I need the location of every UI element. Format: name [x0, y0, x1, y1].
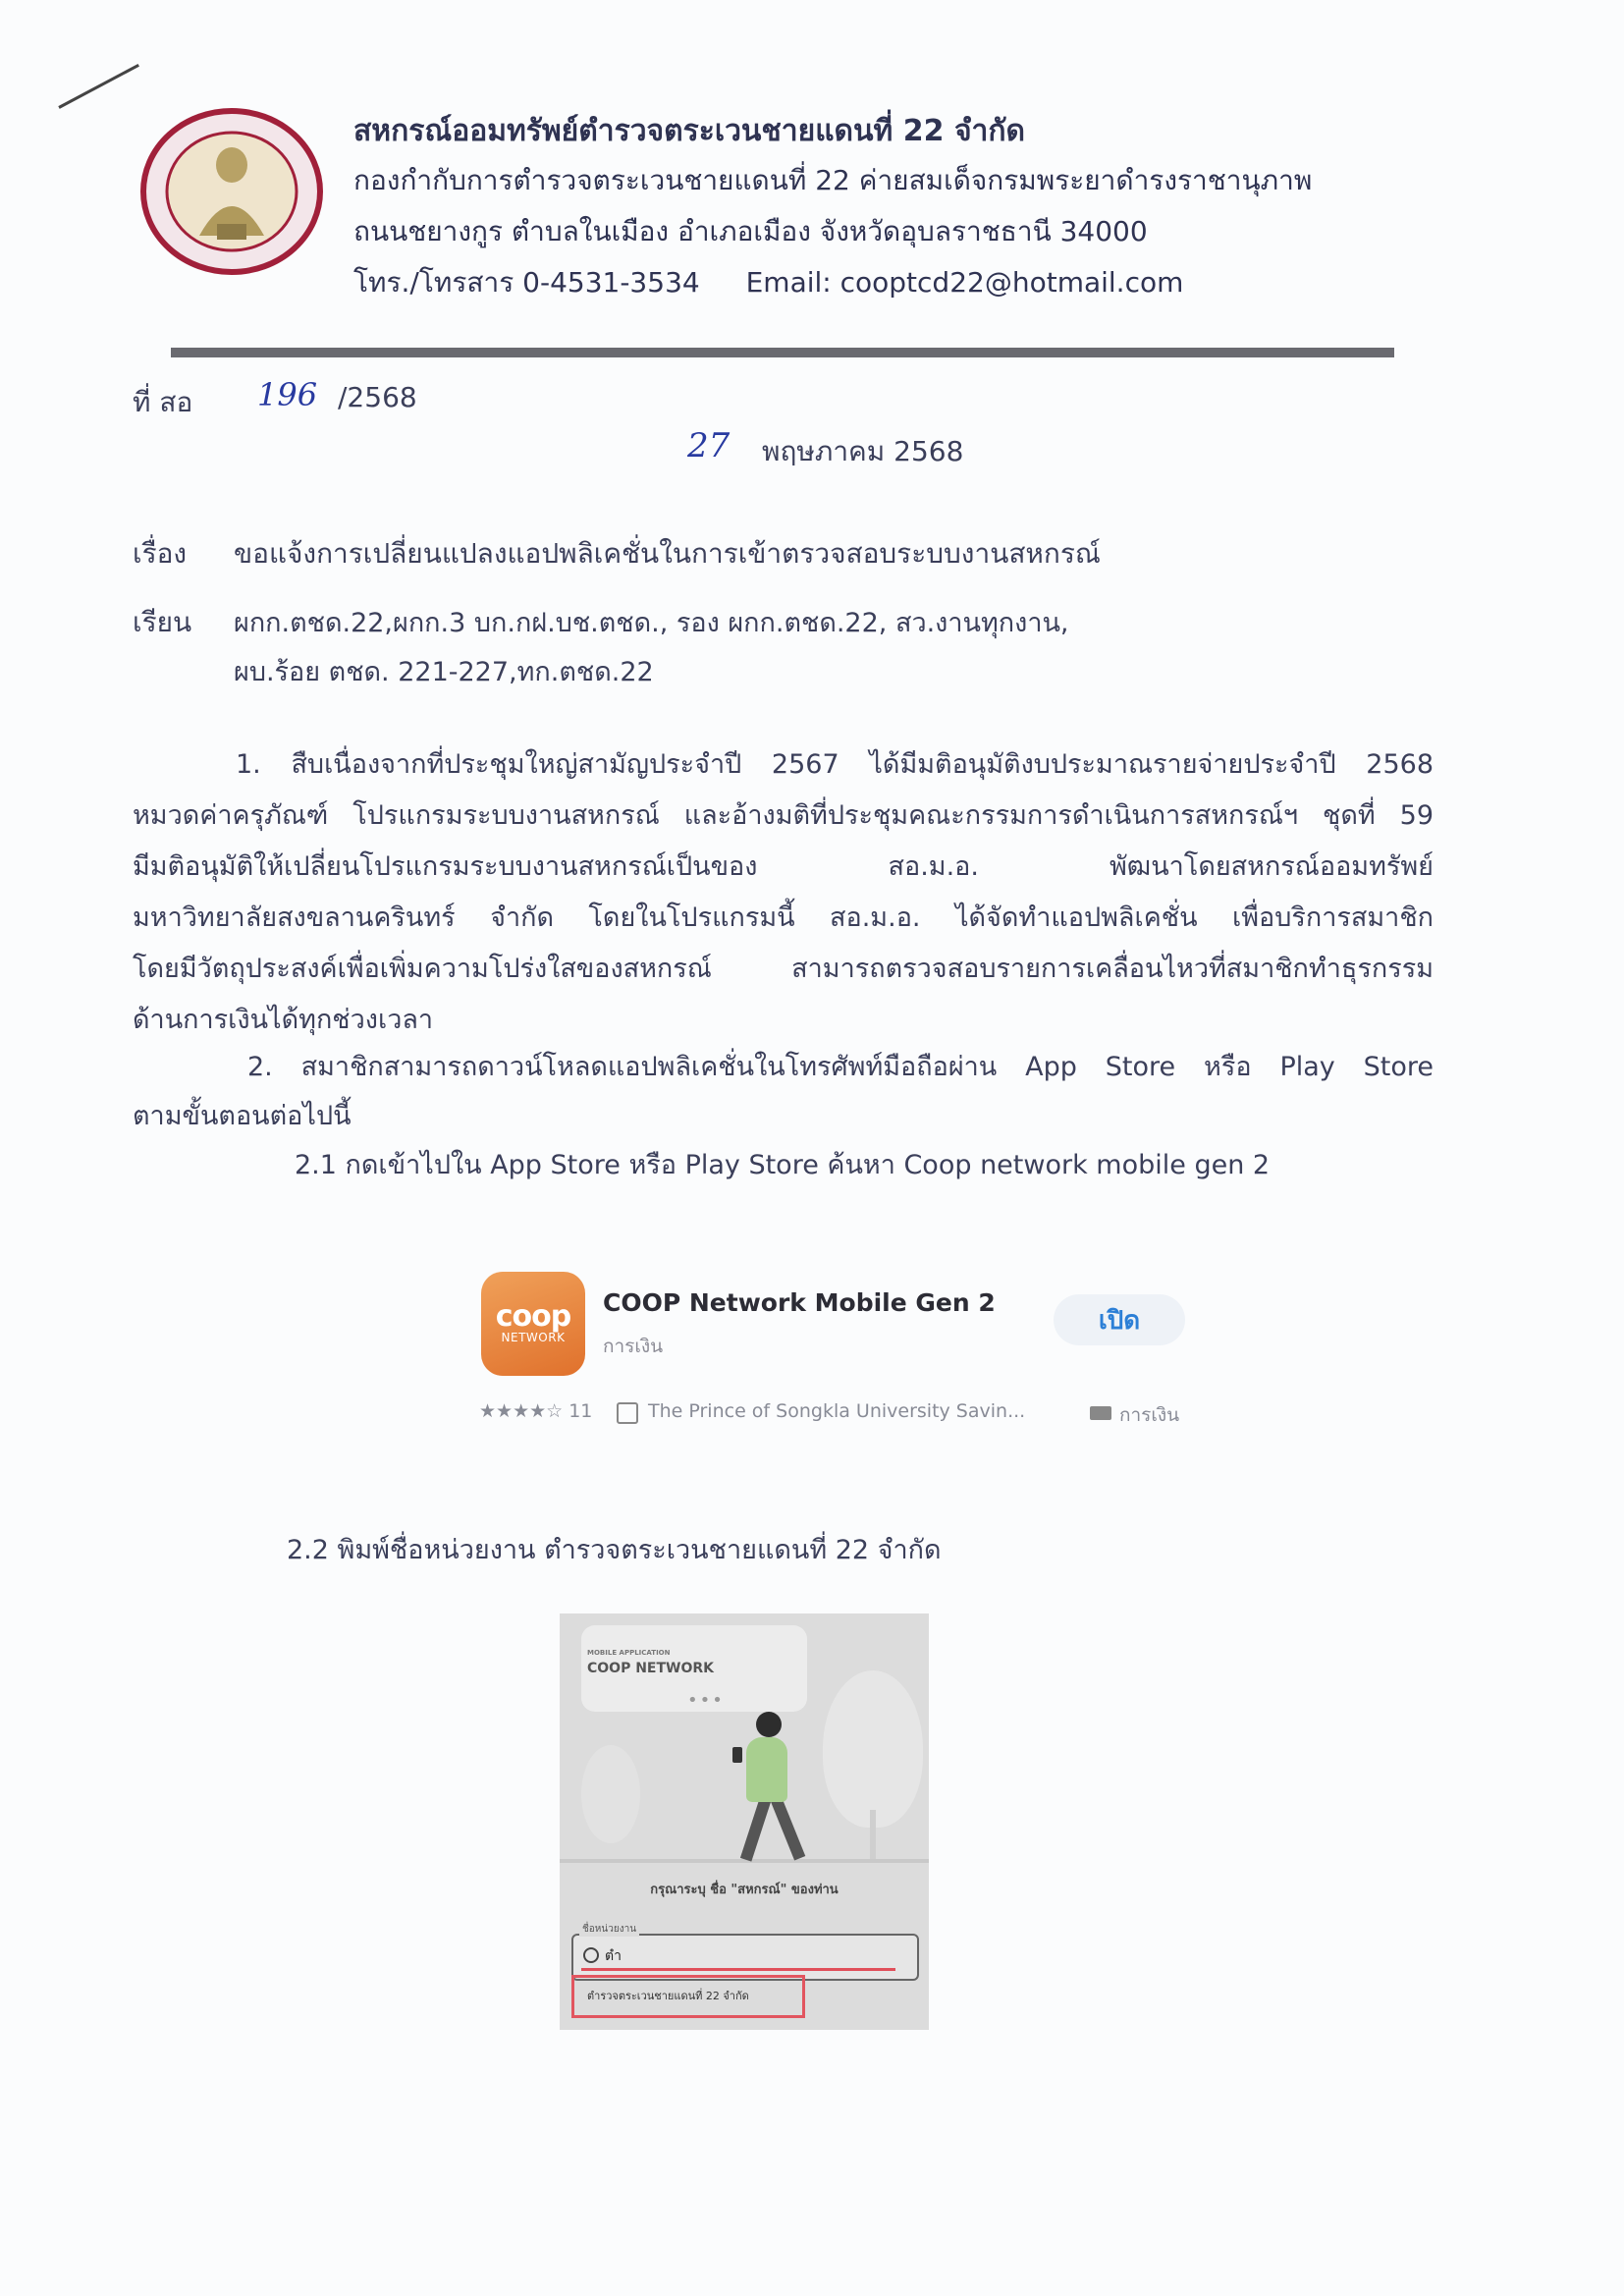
- org-email: Email: cooptcd22@hotmail.com: [745, 266, 1184, 299]
- app-icon-text-top: coop: [495, 1299, 571, 1334]
- pen-mark: [58, 64, 139, 109]
- header-rule: [171, 348, 1394, 357]
- date-day: 27: [687, 426, 731, 465]
- recipients-label: เรียน: [133, 606, 192, 638]
- org-contact: [353, 261, 1220, 304]
- body-p1-line-2: หมวดค่าครุภัณฑ์ โปรแกรมระบบงานสหกรณ์ และอ้างมติที่ประชุมคณะกรรมการดำเนินการสหกรณ์ฯ ชุดที่ 59: [133, 800, 1434, 831]
- open-app-button[interactable]: เปิด: [1054, 1294, 1185, 1345]
- step-2-2: 2.2 พิมพ์ชื่อหน่วยงาน ตำรวจตระเวนชายแดนที่ 22 จำกัด: [287, 1535, 942, 1565]
- coop-search-value: ตำ: [605, 1948, 622, 1964]
- org-phone: โทร./โทรสาร 0-4531-3534: [353, 266, 700, 299]
- phone-title: COOP NETWORK: [587, 1661, 715, 1676]
- body-p2-line-1: 2. สมาชิกสามารถดาวน์โหลดแอปพลิเคชั่นในโทรศัพท์มือถือผ่าน App Store หรือ Play Store: [247, 1052, 1434, 1082]
- coop-app-icon: [481, 1272, 585, 1376]
- category-icon: [1090, 1406, 1111, 1420]
- coop-search-label: ชื่อหน่วยงาน: [579, 1922, 639, 1937]
- phone-screenshot: [560, 1613, 929, 2030]
- body-p2-line-2: ตามขั้นตอนต่อไปนี้: [133, 1101, 352, 1131]
- dots-icon: •••: [687, 1690, 725, 1711]
- org-address: ถนนชยางกูร ตำบลในเมือง อำเภอเมือง จังหวัดอุบลราชธานี 34000: [353, 215, 1148, 247]
- app-category: การเงิน: [603, 1336, 664, 1357]
- person-leg: [740, 1796, 772, 1861]
- body-p1-line-1: 1. สืบเนื่องจากที่ประชุมใหญ่สามัญประจำปี 2567 ได้มีมติอนุมัติงบประมาณรายจ่ายประจำปี 2568: [236, 749, 1434, 780]
- reference-year: /2568: [338, 381, 417, 413]
- app-icon-text-bottom: NETWORK: [501, 1331, 566, 1344]
- tree-illustration: [823, 1670, 923, 1828]
- app-name: COOP Network Mobile Gen 2: [603, 1288, 996, 1317]
- suggestion-text: ตำรวจตระเวนชายแดนที่ 22 จำกัด: [587, 1990, 749, 2002]
- step-2-1: 2.1 กดเข้าไปใน App Store หรือ Play Store ค้นหา Coop network mobile gen 2: [295, 1150, 1271, 1180]
- reference-number: 196: [257, 376, 318, 413]
- phone-in-hand-icon: [732, 1747, 742, 1763]
- coop-search-input[interactable]: [571, 1934, 919, 1981]
- cooperative-seal: [140, 108, 324, 275]
- ground-line: [560, 1859, 929, 1863]
- app-rating: ★★★★☆ 11: [479, 1400, 593, 1422]
- highlight-underline: [581, 1968, 895, 1971]
- tree-trunk: [870, 1810, 876, 1859]
- phone-kicker: MOBILE APPLICATION: [587, 1649, 671, 1657]
- search-icon: [583, 1947, 599, 1963]
- person-leg: [770, 1796, 805, 1861]
- org-name: สหกรณ์ออมทรัพย์ตำรวจตระเวนชายแดนที่ 22 จำกัด: [353, 114, 1026, 148]
- app-category-meta: การเงิน: [1119, 1404, 1180, 1426]
- person-illustration: [746, 1737, 787, 1802]
- app-developer: The Prince of Songkla University Savin...: [648, 1400, 1026, 1422]
- body-p1-line-5: โดยมีวัตถุประสงค์เพื่อเพิ่มความโปร่งใสของสหกรณ์ สามารถตรวจสอบรายการเคลื่อนไหวที่สมาชิกทำธุรกรรม: [133, 954, 1434, 984]
- subject-text: ขอแจ้งการเปลี่ยนแปลงแอปพลิเคชั่นในการเข้าตรวจสอบระบบงานสหกรณ์: [234, 537, 1101, 570]
- reference-label: ที่ สอ: [133, 386, 193, 418]
- body-p1-line-4: มหาวิทยาลัยสงขลานครินทร์ จำกัด โดยในโปรแกรมนี้ สอ.ม.อ. ได้จัดทำแอปพลิเคชั่น เพื่อบริการสมาชิก: [133, 902, 1434, 933]
- recipients-line-1: ผกก.ตชด.22,ผกก.3 บก.กฝ.บช.ตชด., รอง ผกก.ตชด.22, สว.งานทุกงาน,: [234, 608, 1069, 638]
- developer-icon: [617, 1402, 638, 1424]
- body-p1-line-3: มีมติอนุมัติให้เปลี่ยนโปรแกรมระบบงานสหกรณ์เป็นของ สอ.ม.อ. พัฒนาโดยสหกรณ์ออมทรัพย์: [133, 851, 1434, 882]
- org-unit: กองกำกับการตำรวจตระเวนชายแดนที่ 22 ค่ายสมเด็จกรมพระยาดำรงราชานุภาพ: [353, 164, 1313, 196]
- small-tree-illustration: [581, 1745, 640, 1843]
- subject-label: เรื่อง: [133, 537, 188, 570]
- recipients-line-2: ผบ.ร้อย ตชด. 221-227,ทก.ตชด.22: [234, 657, 654, 687]
- body-p1-line-6: ด้านการเงินได้ทุกช่วงเวลา: [133, 1005, 434, 1035]
- phone-prompt: กรุณาระบุ ชื่อ "สหกรณ์" ของท่าน: [650, 1883, 839, 1897]
- person-head: [756, 1712, 782, 1737]
- date-month-year: พฤษภาคม 2568: [762, 435, 964, 467]
